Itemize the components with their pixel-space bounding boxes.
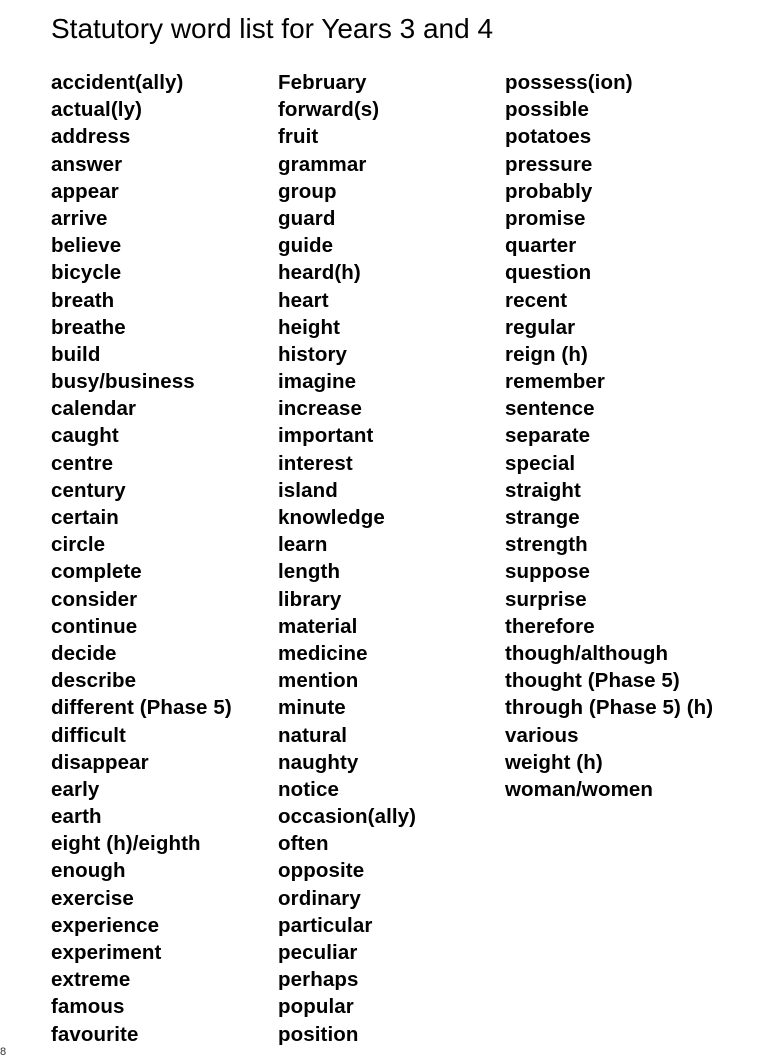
word-item: quarter [505,234,577,258]
word-item: notice [278,777,339,801]
word-item: natural [278,723,348,747]
word-item: therefore [505,614,595,638]
word-item: earth [51,805,102,829]
word-item: occasion(ally) [278,805,417,829]
word-column-2 [278,69,416,1048]
word-item: special [505,451,576,475]
word-item: answer [51,152,123,176]
word-item: pressure [505,152,593,176]
word-item: decide [51,641,117,665]
word-item: opposite [278,859,365,883]
word-item: February [278,71,367,94]
word-item: probably [505,179,593,203]
word-item: forward(s) [278,98,380,122]
word-item: learn [278,533,328,557]
word-item: position [278,1022,359,1046]
word-item: enough [51,859,126,883]
word-column-3 [505,69,713,803]
word-item: strength [505,533,588,557]
word-item: mention [278,669,359,693]
word-item: busy/business [51,370,195,394]
word-item: various [505,723,579,747]
word-item: length [278,560,341,584]
word-item: naughty [278,750,359,774]
word-item: height [278,315,341,339]
word-item: heard(h) [278,261,361,285]
page-title: Statutory word list for Years 3 and 4 [51,13,494,44]
word-item: group [278,179,337,203]
word-item: difficult [51,723,126,747]
word-item: important [278,424,374,448]
word-item: material [278,614,358,638]
word-item: possible [505,98,589,122]
word-item: favourite [51,1022,139,1046]
word-item: caught [51,424,119,448]
word-item: describe [51,669,137,693]
word-item: consider [51,587,138,611]
word-item: promise [505,206,586,230]
word-item: extreme [51,968,131,992]
word-item: accident(ally) [51,71,184,94]
word-item: interest [278,451,353,475]
word-item: circle [51,533,106,557]
word-item: experience [51,913,160,937]
word-item: strange [505,506,580,529]
word-item: calendar [51,397,137,421]
word-item: recent [505,288,568,312]
word-item: actual(ly) [51,98,142,122]
word-item: weight (h) [505,750,603,774]
word-item: address [51,125,131,149]
word-item: particular [278,913,373,937]
word-item: centre [51,451,114,475]
word-item: woman/women [505,777,654,801]
word-item: question [505,261,592,285]
word-column-1 [51,69,232,1048]
word-item: certain [51,506,119,529]
word-item: peculiar [278,941,358,964]
word-item: though/although [505,641,669,665]
word-item: library [278,587,342,611]
word-item: sentence [505,397,595,421]
word-item: separate [505,424,591,448]
word-item: arrive [51,206,108,230]
word-item: often [278,832,329,856]
word-item: believe [51,234,122,258]
word-item: grammar [278,152,367,176]
word-item: different (Phase 5) [51,696,232,720]
word-item: disappear [51,750,149,774]
word-item: potatoes [505,125,592,149]
word-item: ordinary [278,886,361,910]
word-item: breath [51,288,115,312]
word-item: through (Phase 5) (h) [505,696,714,720]
word-item: history [278,342,348,366]
word-item: regular [505,315,576,339]
word-item: bicycle [51,261,122,285]
word-item: perhaps [278,968,359,992]
word-item: minute [278,696,346,720]
word-item: fruit [278,125,319,149]
word-item: possess(ion) [505,71,633,94]
word-item: thought (Phase 5) [505,669,680,693]
page-number: 8 [0,1046,7,1058]
word-item: knowledge [278,506,385,529]
word-item: surprise [505,587,587,611]
word-item: popular [278,995,354,1019]
word-item: eight (h)/eighth [51,832,201,856]
word-item: increase [278,397,363,421]
word-item: famous [51,995,125,1019]
word-item: guide [278,234,334,258]
word-item: complete [51,560,142,584]
word-item: breathe [51,315,126,339]
word-item: experiment [51,941,162,964]
word-item: early [51,777,100,801]
word-item: build [51,342,101,366]
word-item: heart [278,288,329,312]
word-item: century [51,478,126,502]
word-item: guard [278,206,336,230]
word-item: continue [51,614,138,638]
word-item: reign (h) [505,342,588,366]
word-item: appear [51,179,119,203]
word-item: island [278,478,338,502]
word-item: exercise [51,886,134,910]
word-item: straight [505,478,581,502]
word-item: imagine [278,370,357,394]
word-item: remember [505,370,605,394]
word-item: medicine [278,641,368,665]
word-item: suppose [505,560,590,584]
